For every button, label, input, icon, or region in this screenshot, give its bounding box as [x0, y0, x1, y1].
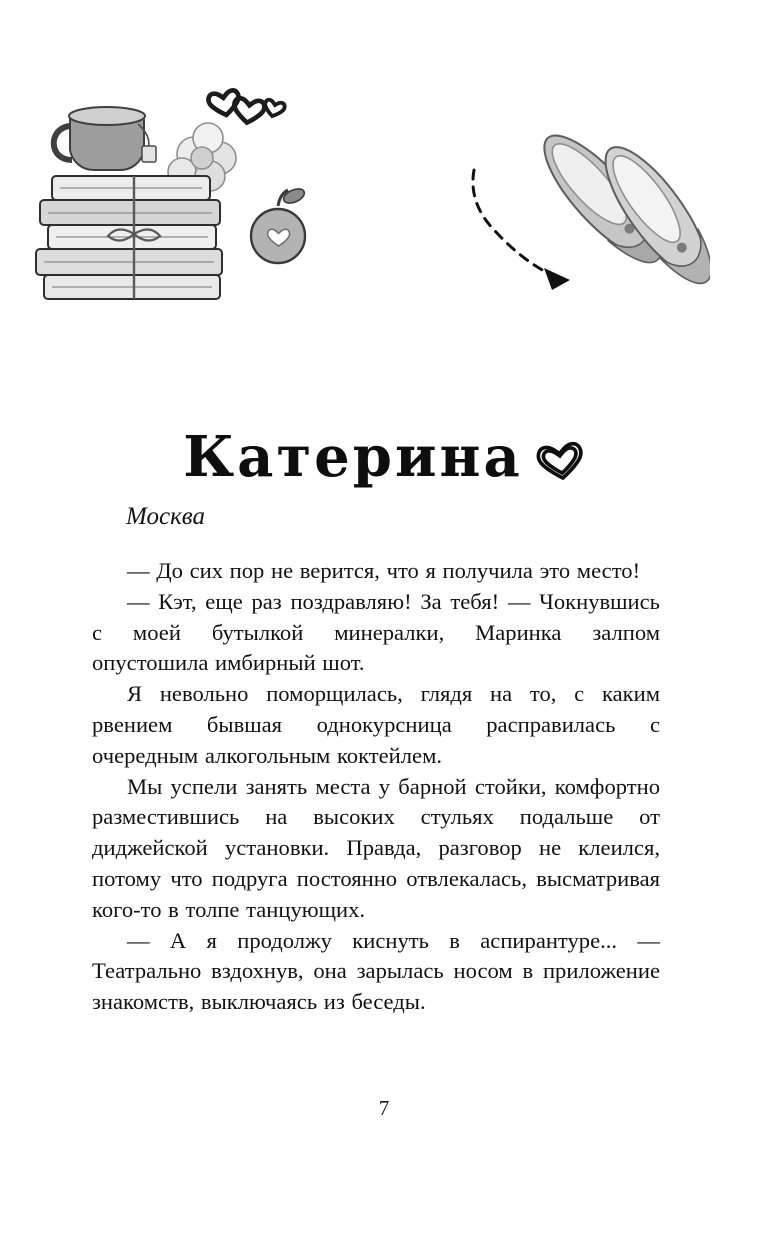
heart-doodle-icon	[532, 433, 588, 486]
body-paragraph: Я невольно поморщилась, глядя на то, с каким рвением бывшая однокурсница расправилась с очередным алкогольным коктейлем.	[92, 681, 660, 768]
body-paragraph: — А я продолжу киснуть в аспирантуре... — Театрально вздохнув, она зарылась носом в приложение знакомств, выключаясь из беседы.	[92, 927, 660, 1015]
hearts-doodle-icon	[208, 90, 286, 125]
ballet-flats-illustration-svg	[448, 104, 710, 294]
body-text	[92, 556, 660, 1018]
body-paragraph: — Кэт, еще раз поздравляю! За тебя! — Чокнувшись с моей бутылкой минералки, Маринка залпом опустошила имбирный шот.	[92, 588, 660, 676]
location-label: Москва	[126, 503, 205, 530]
ballet-flats-illustration	[448, 104, 710, 294]
books-teacup-illustration	[26, 84, 311, 304]
ballet-flats-icon	[528, 121, 710, 294]
body-paragraph: — До сих пор не верится, что я получила это место!	[127, 558, 641, 583]
dashed-arrow-icon	[473, 170, 570, 290]
apple-heart-icon	[251, 186, 306, 263]
book-stack-icon	[36, 176, 222, 299]
chapter-heading	[0, 424, 768, 490]
books-teacup-illustration-svg	[26, 84, 311, 304]
page-number: 7	[378, 1096, 390, 1120]
chapter-title: Катерина	[183, 424, 523, 490]
body-paragraph: Мы успели занять места у барной стойки, комфортно разместившись на высоких стульях подальше от диджейской установки. Правда, разговор не клеился, потому что подруга постоянно отвлекалась, высматривая кого-то в толпе танцующих.	[92, 773, 660, 922]
teacup-icon	[54, 107, 156, 170]
